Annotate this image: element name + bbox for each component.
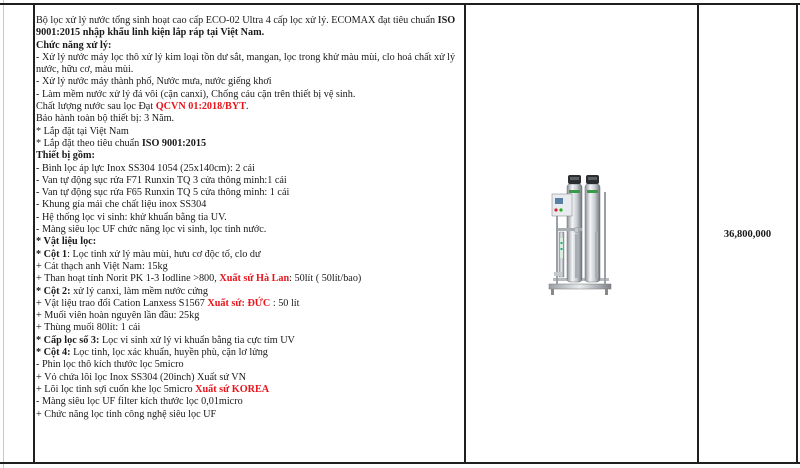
- stage-3-line: * Cấp lọc số 3: Lọc vi sinh xử lý vi khuẩn bằng tia cực tím UV: [36, 334, 295, 346]
- column-border: [796, 3, 798, 464]
- product-image-cell[interactable]: [466, 5, 696, 464]
- water-filter-system-image: [545, 172, 617, 297]
- column-2-line: * Cột 2: xử lý canxi, làm mềm nước cứng: [36, 285, 208, 297]
- price-cell[interactable]: [699, 5, 796, 464]
- material-item: + Cát thạch anh Việt Nam: 15kg: [36, 260, 168, 272]
- material-item: + Than hoạt tính Norit PK 1-3 Iodline >800, Xuất sứ Hà Lan: 50lít ( 50lít/bao): [36, 273, 362, 285]
- origin-germany: Xuất sứ: ĐỨC: [207, 297, 271, 309]
- origin-korea: Xuất sứ KOREA: [195, 383, 270, 395]
- material-item: + Muối viên hoàn nguyên lần đầu: 25kg: [36, 310, 200, 322]
- intro-text: Bộ lọc xử lý nước tổng sinh hoạt cao cấp ECO-02 Ultra 4 cấp lọc xử lý. ECOMAX đạt tiêu chuẩn ISO 9001:2015 nhập khẩu linh kiện lắp ráp tại Việt Nam.: [36, 15, 456, 39]
- column-1-line: * Cột 1: Lọc tinh xử lý màu mùi, hưu cơ độc tố, clo dư: [36, 248, 261, 260]
- material-item: - Phin lọc thô kích thước lọc 5micro: [36, 359, 184, 371]
- equipment-item: - Khung gía mái che chất liệu inox SS304: [36, 199, 207, 211]
- column-border: [33, 3, 35, 464]
- price-value: 36,800,000: [723, 229, 772, 240]
- material-item: + Thùng muối 80lít: 1 cái: [36, 322, 141, 334]
- product-description-cell[interactable]: [36, 15, 462, 421]
- equipment-item: - Màng siêu lọc UF chức năng lọc vi sinh, lọc tinh nước.: [36, 224, 267, 236]
- function-item: - Xử lý nước máy thành phố, Nước mưa, nước giếng khơi: [36, 76, 272, 88]
- material-item: + Lõi lọc tinh sợi cuốn khe lọc 5micro Xuất sứ KOREA: [36, 383, 270, 395]
- warranty-line: Bảo hành toàn bộ thiết bị: 3 Năm.: [36, 113, 175, 125]
- install-location-line: * Lắp đặt tại Việt Nam: [36, 125, 129, 137]
- column-4-line: * Cột 4: Lọc tinh, lọc xác khuẩn, huyền phù, cặn lơ lửng: [36, 347, 268, 359]
- equipment-item: - Hệ thống lọc vi sinh: khử khuẩn bằng tia UV.: [36, 211, 227, 223]
- materials-heading: * Vật liệu lọc:: [36, 236, 97, 248]
- function-item: - Xử lý nước máy lọc thô xử lý kim loại tồn dư sắt, mangan, lọc trong khử màu mùi, clo hoá chất xử lý nước, hữu cơ, màu mùi.: [36, 51, 456, 76]
- material-item: + Vật liệu trao đổi Cation Lanxess S1567 Xuất sứ: ĐỨC : 50 lít: [36, 297, 300, 309]
- water-quality-line: Chất lượng nước sau lọc Đạt QCVN 01:2018/BYT.: [36, 101, 249, 113]
- equipment-item: - Van tự động sục rửa F65 Runxin TQ 5 cửa thông minh: 1 cái: [36, 187, 290, 199]
- origin-netherlands: Xuất sứ Hà Lan: [219, 273, 290, 285]
- price-table: [0, 3, 800, 464]
- install-standard-line: * Lắp đặt theo tiêu chuẩn ISO 9001:2015: [36, 137, 207, 149]
- equipment-item: - Van tự động sục rửa F71 Runxin TQ 3 cửa thông minh:1 cái: [36, 174, 287, 186]
- qcvn-standard: QCVN 01:2018/BYT: [155, 101, 246, 113]
- material-item: + Vỏ chứa lõi lọc Inox SS304 (20inch) Xuất sứ VN: [36, 371, 246, 383]
- functions-heading: Chức năng xử lý:: [36, 39, 112, 51]
- function-item: - Làm mềm nước xử lý đá vôi (cặn canxi), Chống cáu cặn trên thiết bị vệ sinh.: [36, 88, 356, 100]
- material-item: + Chức năng lọc tinh công nghệ siêu lọc UF: [36, 408, 217, 420]
- equipment-heading: Thiết bị gồm:: [36, 150, 95, 162]
- equipment-item: - Bình lọc áp lực Inox SS304 1054 (25x140cm): 2 cái: [36, 162, 255, 174]
- material-item: - Màng siêu lọc UF filter kích thước lọc 0,01micro: [36, 396, 243, 408]
